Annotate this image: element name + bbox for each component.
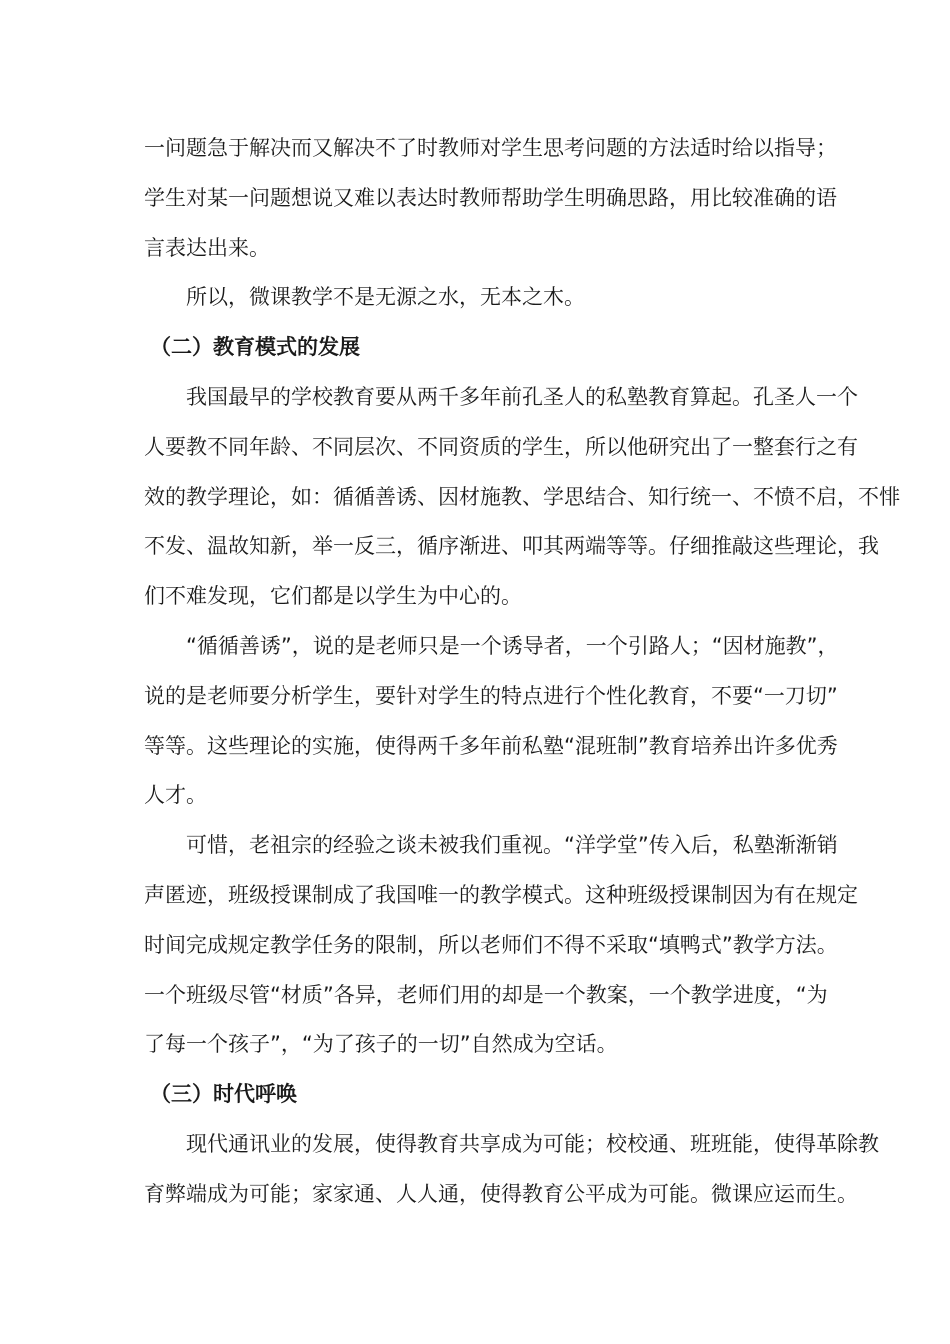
paragraph-line: 们不难发现，它们都是以学生为中心的。	[144, 584, 522, 609]
paragraph-line: “循循善诱”，说的是老师只是一个诱导者，一个引路人；“因材施教”，	[186, 633, 839, 658]
paragraph-line: 言表达出来。	[144, 235, 270, 260]
paragraph-line: 时间完成规定教学任务的限制，所以老师们不得不采取“填鸭式”教学方法。	[144, 932, 838, 957]
paragraph-line: 学生对某一问题想说又难以表达时教师帮助学生明确思路，用比较准确的语	[144, 185, 837, 210]
paragraph-line: 了每一个孩子”，“为了孩子的一切”自然成为空话。	[144, 1032, 618, 1057]
paragraph-line: 所以，微课教学不是无源之水，无本之木。	[186, 285, 585, 310]
body-text	[144, 124, 900, 1220]
paragraph-line: 说的是老师要分析学生，要针对学生的特点进行个性化教育，不要“一刀切”	[144, 683, 838, 708]
paragraph-line: 等等。这些理论的实施，使得两千多年前私塾“混班制”教育培养出许多优秀	[144, 733, 838, 758]
paragraph-line: 育弊端成为可能；家家通、人人通，使得教育公平成为可能。微课应运而生。	[144, 1181, 858, 1206]
section-heading: （二）教育模式的发展	[150, 335, 360, 360]
paragraph-line: 人要教不同年龄、不同层次、不同资质的学生，所以他研究出了一整套行之有	[144, 434, 858, 459]
paragraph-line: 我国最早的学校教育要从两千多年前孔圣人的私塾教育算起。孔圣人一个	[186, 384, 858, 409]
section-heading: （三）时代呼唤	[150, 1082, 297, 1107]
paragraph-line: 现代通讯业的发展，使得教育共享成为可能；校校通、班班能，使得革除教	[186, 1131, 879, 1156]
paragraph-line: 人才。	[144, 783, 207, 808]
paragraph-line: 一个班级尽管“材质”各异，老师们用的却是一个教案，一个教学进度，“为	[144, 982, 828, 1007]
paragraph-line: 声匿迹，班级授课制成了我国唯一的教学模式。这种班级授课制因为有在规定	[144, 882, 858, 907]
paragraph-line: 不发、温故知新，举一反三，循序渐进、叩其两端等等。仔细推敲这些理论，我	[144, 534, 879, 559]
paragraph-line: 一问题急于解决而又解决不了时教师对学生思考问题的方法适时给以指导；	[144, 136, 837, 160]
paragraph-line: 效的教学理论，如：循循善诱、因材施教、学思结合、知行统一、不愤不启，不悱	[144, 484, 900, 509]
paragraph-line: 可惜，老祖宗的经验之谈未被我们重视。“洋学堂”传入后，私塾渐渐销	[186, 833, 838, 858]
